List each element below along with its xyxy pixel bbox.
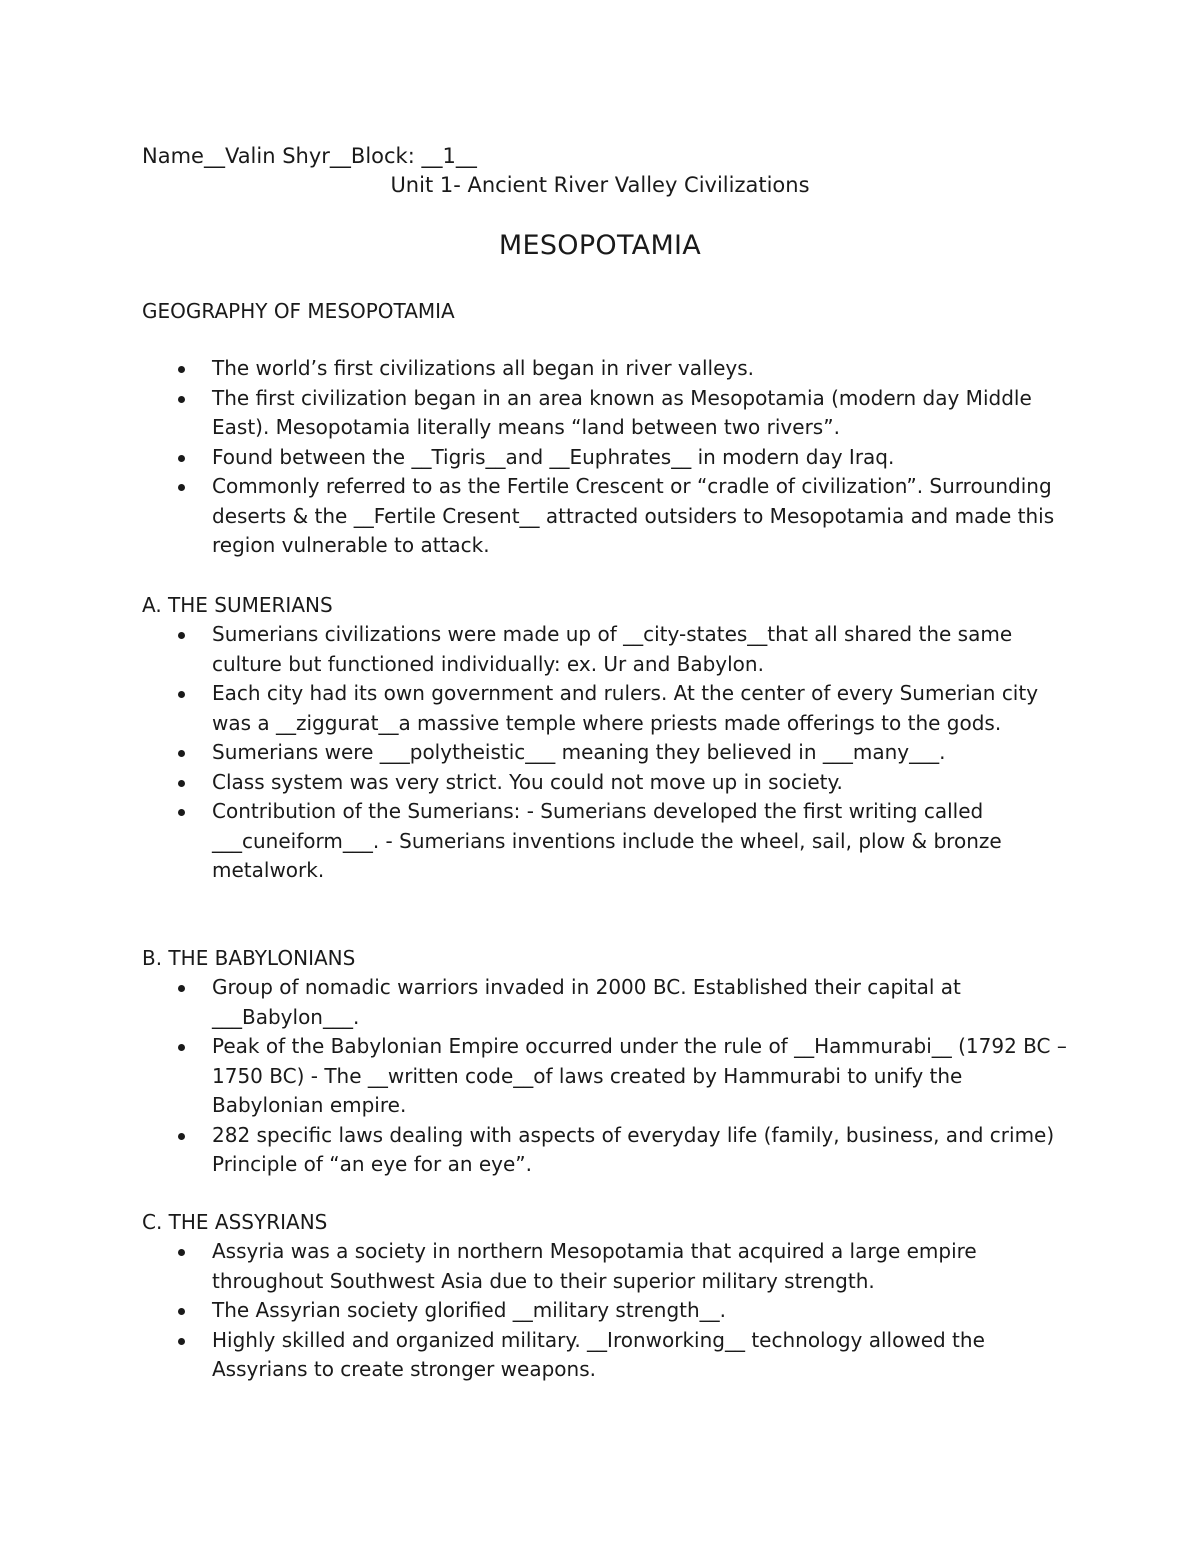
section-heading: A. THE SUMERIANS [142, 593, 333, 617]
bullet-icon [178, 1249, 185, 1256]
bullet-icon [178, 1308, 185, 1315]
unit-subtitle: Unit 1- Ancient River Valley Civilizations [390, 173, 810, 197]
list-item-text: Peak of the Babylonian Empire occurred under the rule of __Hammurabi__ (1792 BC – 1750 BC) - The __written code__of laws created by Hammurabi to unify the Babylonian empire. [212, 1034, 1067, 1117]
list-item-text: The first civilization began in an area known as Mesopotamia (modern day Middle East). Mesopotamia literally means “land between two rivers”. [212, 385, 1032, 439]
bullet-icon [178, 691, 185, 698]
list-item [142, 354, 1072, 384]
bullet-icon [178, 780, 185, 787]
bullet-icon [178, 396, 185, 403]
bullet-icon [178, 1044, 185, 1051]
section-heading: C. THE ASSYRIANS [142, 1210, 328, 1234]
bullet-icon [178, 632, 185, 639]
list-item [142, 1121, 1072, 1180]
bullet-list [142, 973, 1072, 1180]
list-item [142, 620, 1072, 679]
list-item-text: Group of nomadic warriors invaded in 2000 BC. Established their capital at ___Babylon___. [212, 975, 961, 1029]
bullet-list [142, 1237, 1072, 1385]
bullet-icon [178, 1338, 185, 1345]
list-item [142, 1032, 1072, 1121]
bullet-list [142, 354, 1072, 561]
list-item-text: The Assyrian society glorified __military strength__. [212, 1298, 727, 1322]
bullet-icon [178, 366, 185, 373]
bullet-icon [178, 1133, 185, 1140]
bullet-icon [178, 985, 185, 992]
bullet-icon [178, 750, 185, 757]
name-block-line: Name__Valin Shyr__Block: __1__ [142, 144, 477, 168]
list-item [142, 973, 1072, 1032]
list-item-text: Sumerians were ___polytheistic___ meaning they believed in ___many___. [212, 740, 946, 764]
list-item [142, 797, 1072, 886]
bullet-icon [178, 455, 185, 462]
list-item-text: The world’s first civilizations all began in river valleys. [212, 356, 755, 380]
list-item [142, 679, 1072, 738]
list-item-text: Found between the __Tigris__and __Euphrates__ in modern day Iraq. [212, 444, 895, 469]
list-item [142, 1296, 1072, 1326]
list-item [142, 384, 1072, 443]
section-heading: GEOGRAPHY OF MESOPOTAMIA [142, 299, 455, 323]
list-item-text: 282 specific laws dealing with aspects of everyday life (family, business, and crime) Principle of “an eye for an eye”. [212, 1122, 1055, 1176]
list-item-text: Class system was very strict. You could not move up in society. [212, 769, 843, 794]
list-item-text: Each city had its own government and rulers. At the center of every Sumerian city was a __ziggurat__a massive temple where priests made offerings to the gods. [212, 681, 1039, 735]
section-sumerians [142, 590, 1072, 886]
section-assyrians [142, 1207, 1072, 1385]
list-item-text: Highly skilled and organized military. __Ironworking__ technology allowed the Assyrians to create stronger weapons. [212, 1327, 985, 1381]
page-title: MESOPOTAMIA [498, 230, 702, 261]
list-item-text: Commonly referred to as the Fertile Crescent or “cradle of civilization”. Surrounding deserts & the __Fertile Cresent__ attracted outsiders to Mesopotamia and made this region vulnerable to attack. [212, 474, 1055, 557]
bullet-icon [178, 484, 185, 491]
list-item-text: Contribution of the Sumerians: - Sumerians developed the first writing called ___cuneiform___. - Sumerians inventions include the wheel, sail, plow & bronze metalwork. [212, 799, 1002, 882]
list-item [142, 768, 1072, 798]
list-item [142, 472, 1072, 561]
list-item [142, 1326, 1072, 1385]
bullet-list [142, 620, 1072, 886]
section-heading: B. THE BABYLONIANS [142, 946, 356, 970]
list-item [142, 443, 1072, 473]
section-babylonians [142, 943, 1072, 1180]
bullet-icon [178, 809, 185, 816]
list-item [142, 1237, 1072, 1296]
list-item [142, 738, 1072, 768]
section-geography [142, 296, 1072, 561]
list-item-text: Sumerians civilizations were made up of __city-states__that all shared the same culture but functioned individually: ex. Ur and Babylon. [212, 622, 1013, 676]
list-item-text: Assyria was a society in northern Mesopotamia that acquired a large empire throughout Southwest Asia due to their superior military strength. [212, 1239, 977, 1293]
